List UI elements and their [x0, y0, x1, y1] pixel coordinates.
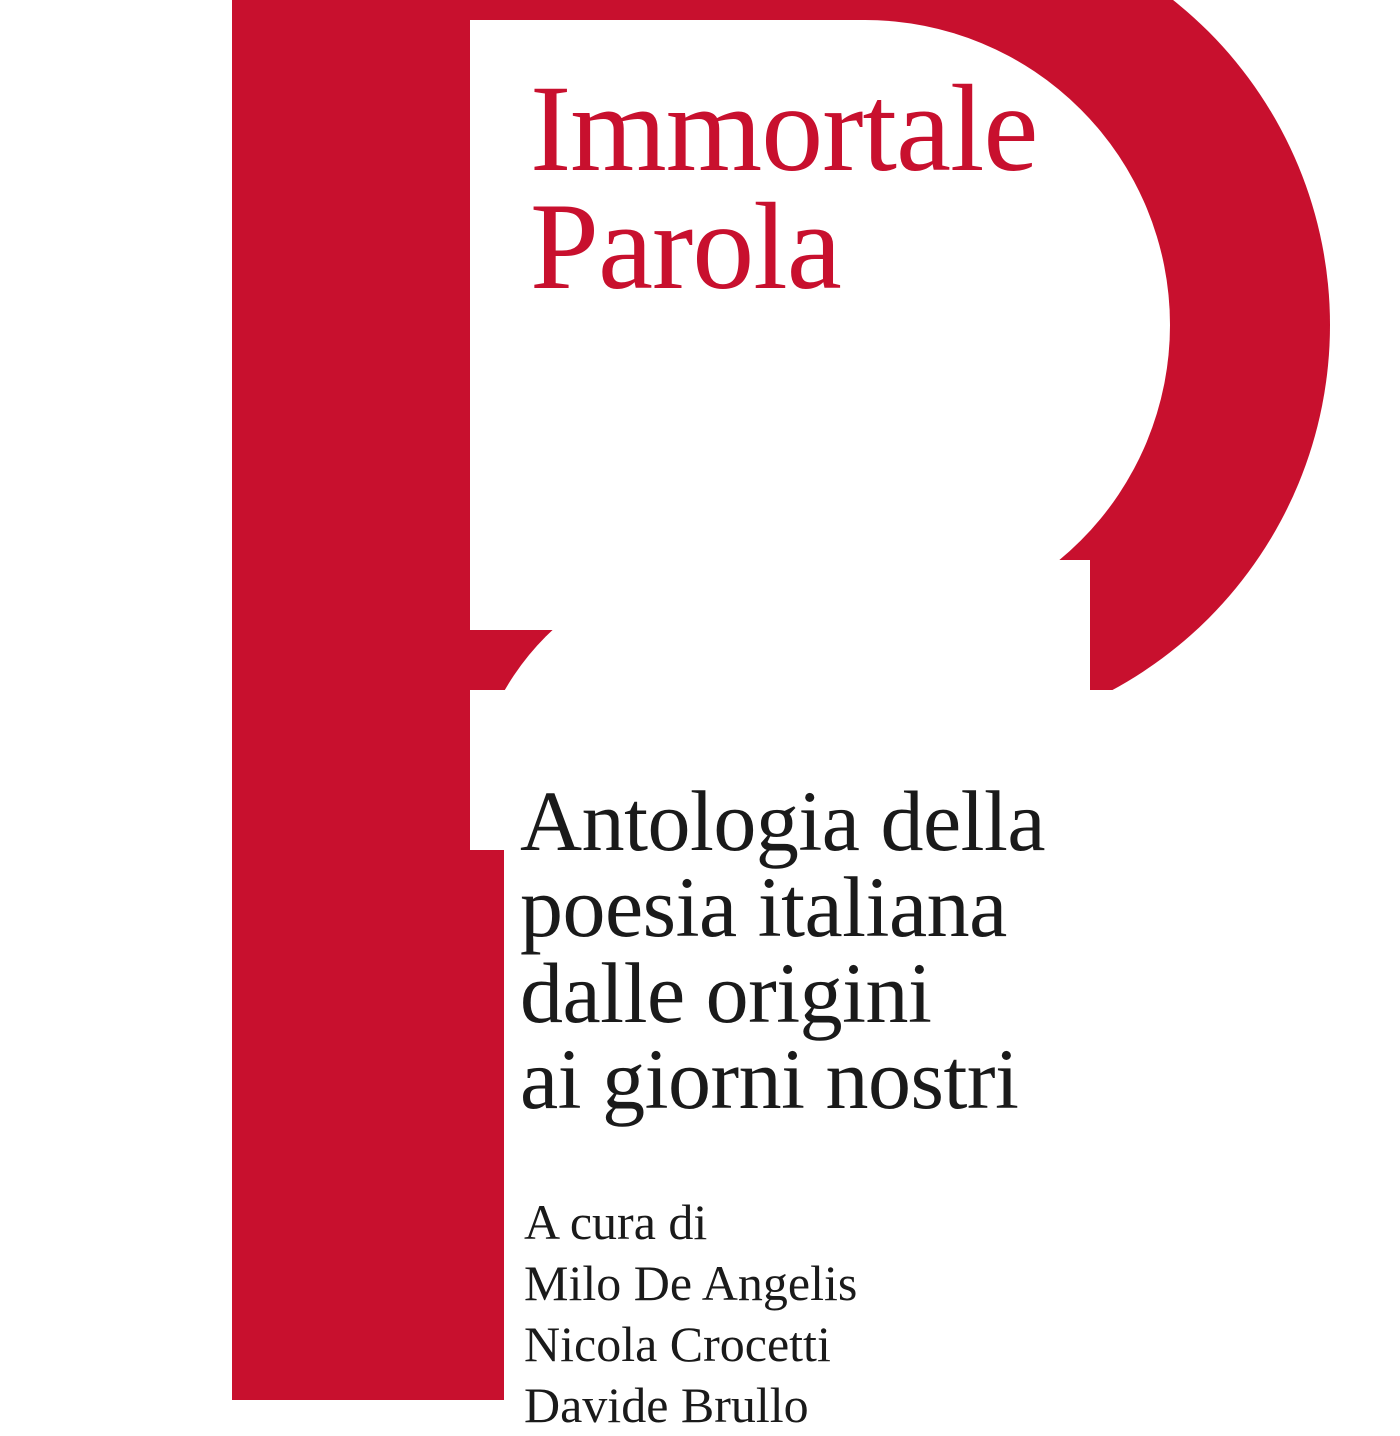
book-title-line-2: Parola	[530, 177, 841, 315]
book-subtitle-line-4: ai giorni nostri	[520, 1031, 1019, 1127]
editor-name-2: Nicola Crocetti	[524, 1316, 831, 1372]
red-spine-bar	[232, 0, 504, 1400]
editor-name-1: Milo De Angelis	[524, 1255, 858, 1311]
book-title	[530, 60, 1290, 315]
book-title-line-1: Immortale	[530, 60, 1038, 197]
book-subtitle	[520, 773, 1320, 1127]
book-subtitle-line-3: dalle origini	[520, 945, 932, 1041]
book-subtitle-line-2: poesia italiana	[520, 859, 1007, 955]
editors-label: A cura di	[524, 1194, 708, 1250]
book-editors	[524, 1192, 1324, 1436]
editor-name-3: Davide Brullo	[524, 1377, 809, 1433]
book-subtitle-line-1: Antologia della	[520, 773, 1046, 869]
